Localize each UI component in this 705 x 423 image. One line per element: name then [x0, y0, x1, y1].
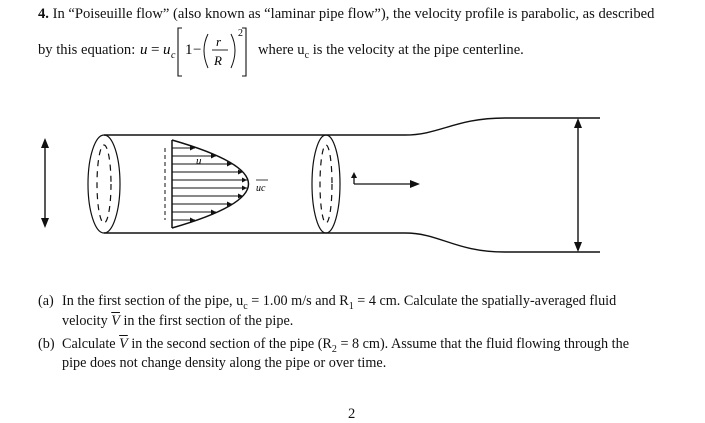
part-a — [38, 292, 54, 311]
part-a-text-3: = 4 cm. Calculate the spatially-averaged fluid — [353, 293, 617, 309]
equation-suffix-text: where u — [258, 42, 305, 58]
eq-uc: u — [163, 42, 171, 58]
question-intro-line — [38, 5, 654, 23]
eq-exponent: 2 — [238, 28, 243, 39]
pipe-flow-figure — [0, 108, 705, 268]
part-a-label: (a) — [38, 293, 54, 309]
eq-one: 1 — [185, 42, 193, 58]
part-b-sub-2: 2 — [331, 343, 337, 355]
part-a-text-2: = 1.00 m/s and R — [247, 293, 349, 309]
pipe-outline — [104, 118, 600, 252]
part-a-text-5: in the first section of the pipe. — [119, 313, 294, 329]
part-a-text-1: In the first section of the pipe, u — [62, 293, 244, 309]
velocity-profile — [165, 140, 268, 228]
centerline-velocity-label: uc — [256, 183, 266, 194]
question-number: 4. — [38, 6, 49, 22]
poiseuille-equation — [138, 22, 256, 80]
equation-suffix-sub: c — [304, 49, 310, 61]
part-b-line2: pipe does not change density along the pipe or over time. — [62, 355, 387, 371]
part-a-text-4: velocity — [62, 313, 112, 329]
equation-prefix: by this equation: — [38, 42, 136, 58]
part-a-sub-1: 1 — [348, 300, 354, 312]
eq-equals: = — [151, 42, 160, 58]
equation-suffix-end: is the velocity at the pipe centerline. — [309, 42, 524, 58]
eq-r: r — [216, 34, 222, 49]
question-intro-text: In “Poiseuille flow” (also known as “laminar pipe flow”), the velocity profile is parabolic, as described — [52, 6, 655, 22]
equation-suffix — [258, 41, 524, 65]
velocity-label-u: u — [196, 155, 202, 167]
part-b-vbar: $\overline{V}$ — [119, 336, 128, 352]
eq-uc-sub: c — [171, 50, 176, 61]
cross-section-ellipses — [88, 135, 340, 233]
eq-R: R — [214, 53, 222, 68]
right-radius-arrow — [574, 118, 582, 252]
part-a-line2 — [62, 312, 293, 331]
part-b-text-1: Calculate — [62, 336, 120, 352]
part-b-text-2: in the second section of the pipe (R — [127, 336, 332, 352]
part-b-text-3: = 8 cm). Assume that the fluid flowing through the — [336, 336, 629, 352]
eq-minus: − — [193, 42, 202, 58]
eq-u: u — [140, 42, 148, 58]
part-b-label: (b) — [38, 336, 55, 352]
left-radius-arrow — [41, 138, 49, 228]
part-a-sub-c: c — [243, 300, 248, 312]
part-b — [38, 335, 55, 354]
flow-direction-arrow — [351, 172, 420, 188]
page-number: 2 — [348, 406, 356, 422]
part-a-vbar: $\overline{V}$ — [111, 313, 120, 329]
